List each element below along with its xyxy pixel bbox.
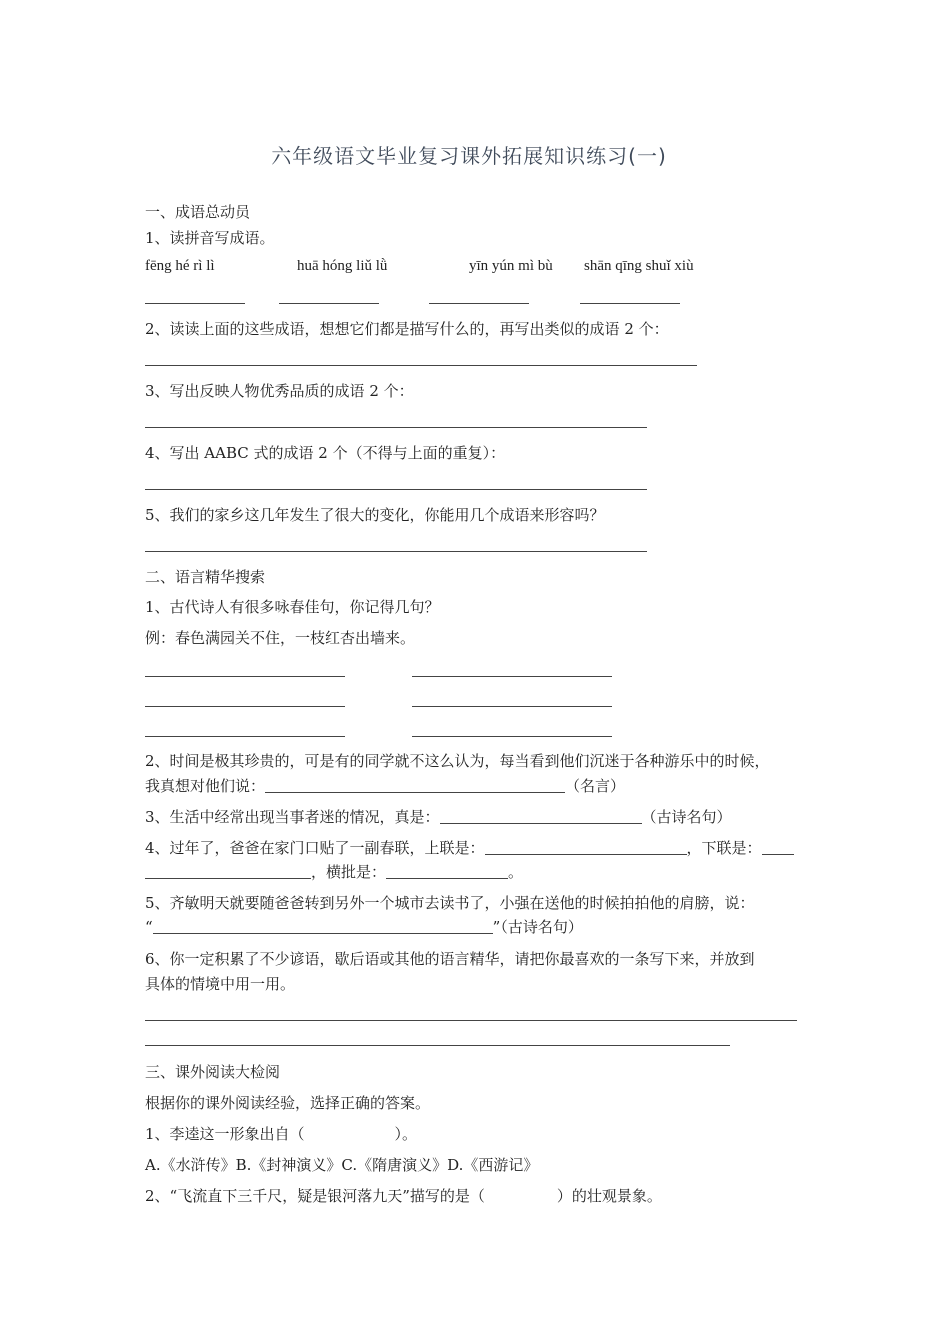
question-2-4-mid: ，下联是：: [686, 839, 762, 857]
answer-line-2-6b[interactable]: [145, 1045, 730, 1046]
pinyin-3: yīn yún mì bù: [469, 258, 553, 274]
section-heading-idioms: 一、成语总动员: [145, 203, 251, 221]
answer-line-pinyin-4[interactable]: [580, 303, 680, 304]
question-2-2: 2、时间是极其珍贵的，可是有的同学就不这么认为，每当看到他们沉迷于各种游乐中的时候，: [145, 752, 770, 770]
question-2-1: 1、古代诗人有很多咏春佳句，你记得几句？: [145, 598, 440, 616]
answer-line-1-2[interactable]: [145, 365, 697, 366]
question-3-1-suffix: ）。: [394, 1125, 418, 1143]
question-2-2-prefix: 我真想对他们说：: [145, 777, 266, 795]
question-1-5: 5、我们的家乡这几年发生了很大的变化，你能用几个成语来形容吗？: [145, 506, 605, 524]
question-3-1: [145, 1124, 417, 1144]
question-2-4: [145, 838, 794, 858]
question-2-2-cont: [145, 776, 625, 796]
quote-open: “: [145, 918, 153, 936]
answer-blank-couplet-2b[interactable]: [145, 863, 311, 879]
question-2-5-cont: [145, 917, 583, 937]
example-line: 例：春色满园关不住，一枝红杏出墙来。: [145, 629, 416, 647]
answer-line-poem-2[interactable]: [412, 676, 612, 677]
question-2-4-end: 。: [508, 863, 524, 881]
question-2-5: 5、齐敏明天就要随爸爸转到另外一个城市去读书了，小强在送他的时候拍拍他的肩膀，说：: [145, 894, 755, 912]
reading-intro: 根据你的课外阅读经验，选择正确的答案。: [145, 1094, 431, 1112]
question-3-2-suffix: ）的壮观景象。: [556, 1187, 662, 1205]
question-1-1: 1、读拼音写成语。: [145, 229, 275, 247]
answer-line-pinyin-1[interactable]: [145, 303, 245, 304]
question-1-3: 3、写出反映人物优秀品质的成语 2 个：: [145, 382, 414, 400]
question-2-2-suffix: （名言）: [565, 777, 626, 795]
answer-line-pinyin-3[interactable]: [429, 303, 529, 304]
answer-blank-banner[interactable]: [386, 863, 508, 879]
question-3-1-prefix: 1、李逵这一形象出自（: [145, 1125, 305, 1143]
question-2-3-prefix: 3、生活中经常出现当事者迷的情况，真是：: [145, 808, 440, 826]
pinyin-4: shān qīng shuǐ xiù: [584, 258, 694, 274]
question-2-4-cont: [145, 862, 523, 882]
answer-line-1-5[interactable]: [145, 551, 647, 552]
answer-blank-couplet-2a[interactable]: [762, 839, 794, 855]
question-3-2: [145, 1186, 662, 1206]
question-2-6-cont: 具体的情境中用一用。: [145, 975, 296, 993]
answer-line-pinyin-2[interactable]: [279, 303, 379, 304]
answer-line-poem-6[interactable]: [412, 736, 612, 737]
question-2-4-mid-b: ，横批是：: [311, 863, 387, 881]
question-2-6: 6、你一定积累了不少谚语，歇后语或其他的语言精华，请把你最喜欢的一条写下来，并放到: [145, 950, 755, 968]
pinyin-1: fēng hé rì lì: [145, 258, 215, 274]
question-2-3-suffix: （古诗名句）: [641, 808, 732, 826]
question-3-1-options: A.《水浒传》B.《封神演义》C.《隋唐演义》D.《西游记》: [145, 1156, 539, 1174]
answer-blank-2-3[interactable]: [440, 808, 642, 824]
answer-blank-couplet-1[interactable]: [485, 839, 687, 855]
question-2-3: [145, 807, 732, 827]
question-2-4-prefix: 4、过年了，爸爸在家门口贴了一副春联，上联是：: [145, 839, 485, 857]
pinyin-2: huā hóng liǔ lǜ: [297, 258, 388, 274]
answer-blank-2-5[interactable]: [153, 918, 493, 934]
question-3-2-prefix: 2、“飞流直下三千尺，疑是银河落九天”描写的是（: [145, 1187, 485, 1205]
answer-blank-2-2[interactable]: [265, 777, 565, 793]
answer-line-2-6a[interactable]: [145, 1020, 797, 1021]
answer-line-poem-4[interactable]: [412, 706, 612, 707]
page-title: 六年级语文毕业复习课外拓展知识练习(一): [271, 144, 667, 168]
section-heading-reading: 三、课外阅读大检阅: [145, 1063, 281, 1081]
answer-line-poem-5[interactable]: [145, 736, 345, 737]
quote-close: ”（古诗名句）: [492, 918, 583, 936]
question-1-4: 4、写出 AABC 式的成语 2 个（不得与上面的重复）：: [145, 444, 506, 462]
answer-line-poem-3[interactable]: [145, 706, 345, 707]
answer-line-1-3[interactable]: [145, 427, 647, 428]
answer-line-1-4[interactable]: [145, 489, 647, 490]
answer-line-poem-1[interactable]: [145, 676, 345, 677]
section-heading-language: 二、语言精华搜索: [145, 568, 266, 586]
question-1-2: 2、读读上面的这些成语，想想它们都是描写什么的，再写出类似的成语 2 个：: [145, 320, 669, 338]
